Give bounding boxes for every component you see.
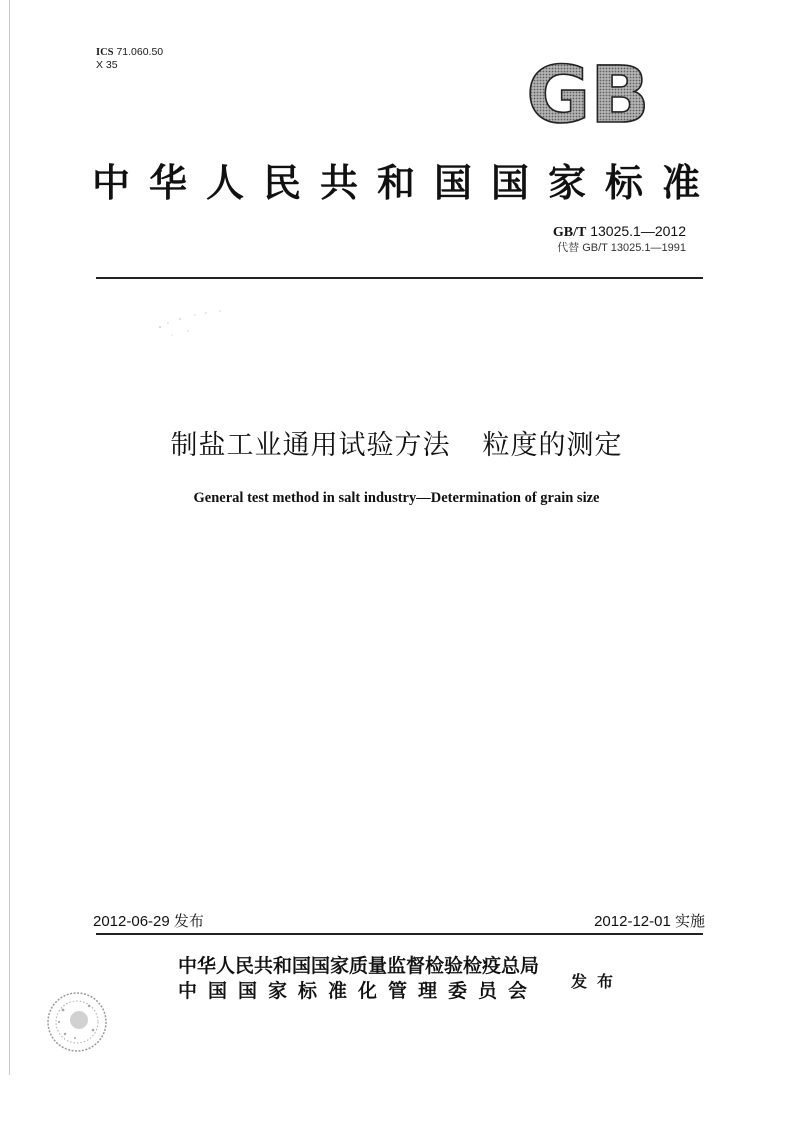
scan-noise (150, 305, 250, 345)
gb-logo-text: GB (526, 58, 650, 130)
issue-action: 发布 (571, 972, 624, 991)
issuer-line-2: 中国国家标准化管理委员会 (178, 980, 539, 1002)
implement-date: 2012-12-01 实施 (594, 913, 705, 930)
standard-number-prefix: GB/T (552, 225, 587, 240)
issuer-block (178, 954, 539, 1004)
standard-title: 中华人民共和国国家标准 (92, 161, 720, 205)
classification-codes (96, 46, 163, 72)
footer-divider (96, 933, 703, 935)
issuer-line-1: 中华人民共和国国家质量监督检验检疫总局 (178, 955, 540, 977)
header-divider (96, 277, 703, 279)
document-title-cn-part2: 粒度的测定 (482, 430, 623, 461)
replaces-note: 代替 GB/T 13025.1—1991 (557, 242, 686, 254)
ics-label: ICS (96, 47, 114, 58)
official-seal (45, 990, 109, 1054)
gb-logo (512, 58, 664, 130)
standard-number (553, 223, 686, 241)
document-title-en: General test method in salt industry—Determination of grain size (193, 490, 600, 506)
page-edge-line (9, 0, 10, 1075)
document-title-cn-part1: 制盐工业通用试验方法 (170, 430, 451, 461)
ics-number: 71.060.50 (116, 46, 164, 58)
standard-number-value: 13025.1—2012 (590, 223, 686, 239)
publish-date: 2012-06-29 发布 (93, 913, 204, 930)
document-title-cn (0, 423, 793, 462)
class-code: X 35 (96, 59, 118, 71)
ics-code (96, 46, 163, 59)
date-row (93, 910, 705, 931)
standard-number-block (553, 223, 686, 255)
